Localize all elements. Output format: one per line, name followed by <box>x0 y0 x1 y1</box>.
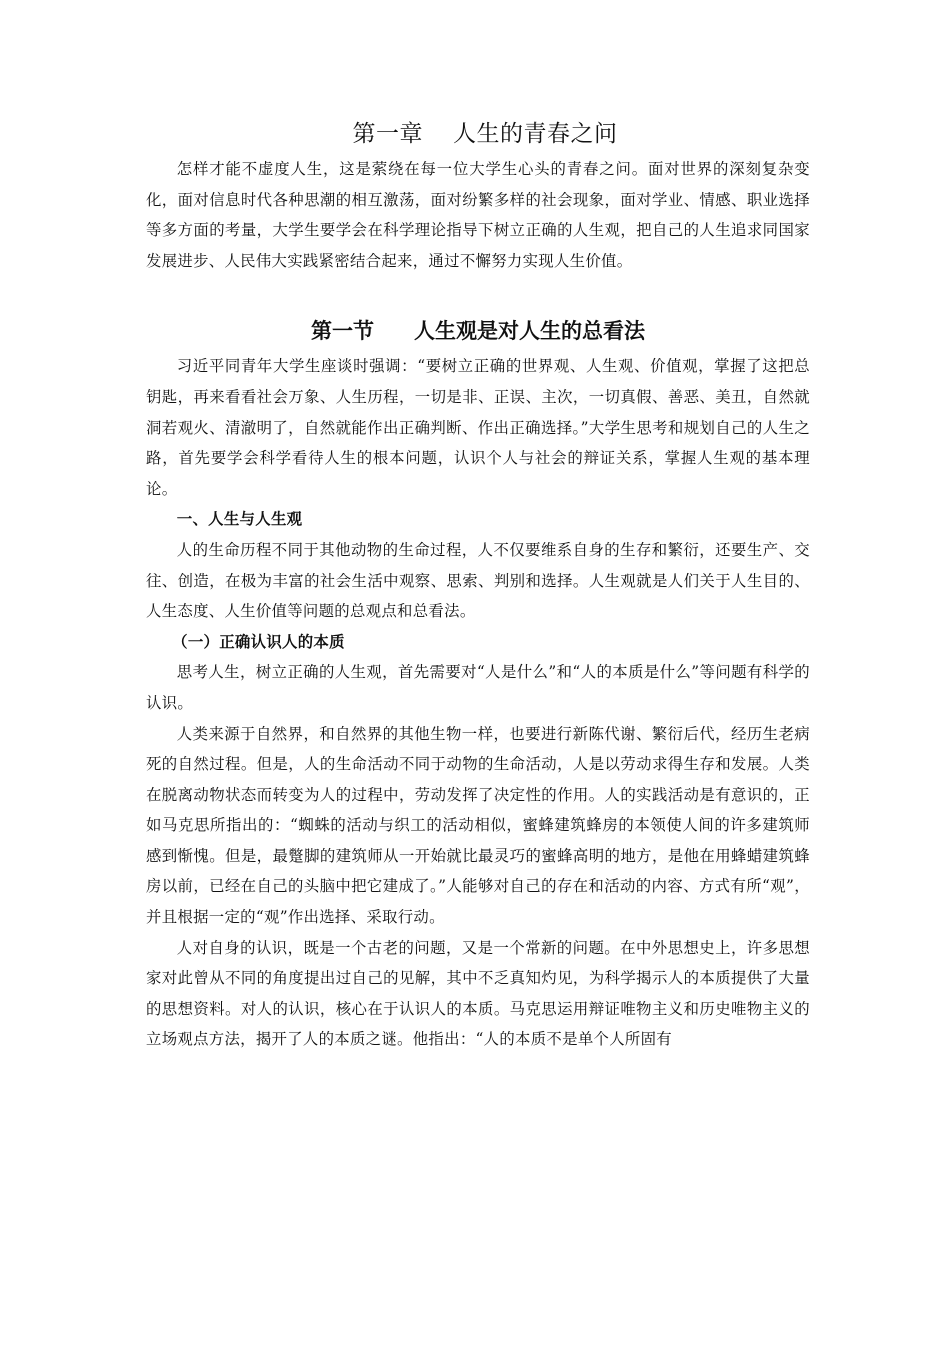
paragraph-self-knowledge: 人对自身的认识，既是一个古老的问题，又是一个常新的问题。在中外思想史上，许多思想家对此曾从不同的角度提出过自己的见解，其中不乏真知灼见，为科学揭示人的本质提供了大量的思想资料。对人的认识，核心在于认识人的本质。马克思运用辩证唯物主义和历史唯物主义的立场观点方法，揭开了人的本质之谜。他指出：“人的本质不是单个人所固有 <box>146 938 810 1049</box>
chapter-name: 人生的青春之问 <box>453 121 618 147</box>
paragraph-human-origin: 人类来源于自然界，和自然界的其他生物一样，也要进行新陈代谢、繁衍后代，经历生老病死的自然过程。但是，人的生命活动不同于动物的生命活动，人是以劳动求得生存和发展。人类在脱离动物状态而转变为人的过程中，劳动发挥了决定性的作用。人的实践活动是有意识的，正如马克思所指出的：“蜘蛛的活动与织工的活动相似，蜜蜂建筑蜂房的本领使人间的许多建筑师感到惭愧。但是，最蹩脚的建筑师从一开始就比最灵巧的蜜蜂高明的地方，是他在用蜂蜡建筑蜂房以前，已经在自己的头脑中把它建成了。”人能够对自己的存在和活动的内容、方式有所“观”，并且根据一定的“观”作出选择、采取行动。 <box>146 724 810 927</box>
chapter-number: 第一章 <box>352 121 423 147</box>
section-title <box>146 311 810 351</box>
paragraph-life-outlook: 人的生命历程不同于其他动物的生命过程，人不仅要维系自身的生存和繁衍，还要生产、交往、创造，在极为丰富的社会生活中观察、思索、判别和选择。人生观就是人们关于人生目的、人生态度、人生价值等问题的总观点和总看法。 <box>146 540 810 621</box>
subheading-life-and-outlook: 一、人生与人生观 <box>176 510 303 529</box>
chapter-intro-paragraph: 怎样才能不虚度人生，这是萦绕在每一位大学生心头的青春之问。面对世界的深刻复杂变化，面对信息时代各种思潮的相互激荡，面对纷繁多样的社会现象，面对学业、情感、职业选择等多方面的考量，大学生要学会在科学理论指导下树立正确的人生观，把自己的人生追求同国家发展进步、人民伟大实践紧密结合起来，通过不懈努力实现人生价值。 <box>146 160 810 270</box>
subheading-human-nature: （一）正确认识人的本质 <box>172 632 345 651</box>
section-number: 第一节 <box>311 318 374 344</box>
document-page <box>146 114 810 1055</box>
section-name: 人生观是对人生的总看法 <box>414 318 645 344</box>
section-intro-paragraph: 习近平同青年大学生座谈时强调：“要树立正确的世界观、人生观、价值观，掌握了这把总钥匙，再来看看社会万象、人生历程，一切是非、正误、主次，一切真假、善恶、美丑，自然就洞若观火、清澈明了，自然就能作出正确判断、作出正确选择。”大学生思考和规划自己的人生之路，首先要学会科学看待人生的根本问题，认识个人与社会的辩证关系，掌握人生观的基本理论。 <box>146 357 810 498</box>
paragraph-think-life: 思考人生，树立正确的人生观，首先需要对“人是什么”和“人的本质是什么”等问题有科学的认识。 <box>146 663 810 712</box>
chapter-title <box>160 114 810 154</box>
